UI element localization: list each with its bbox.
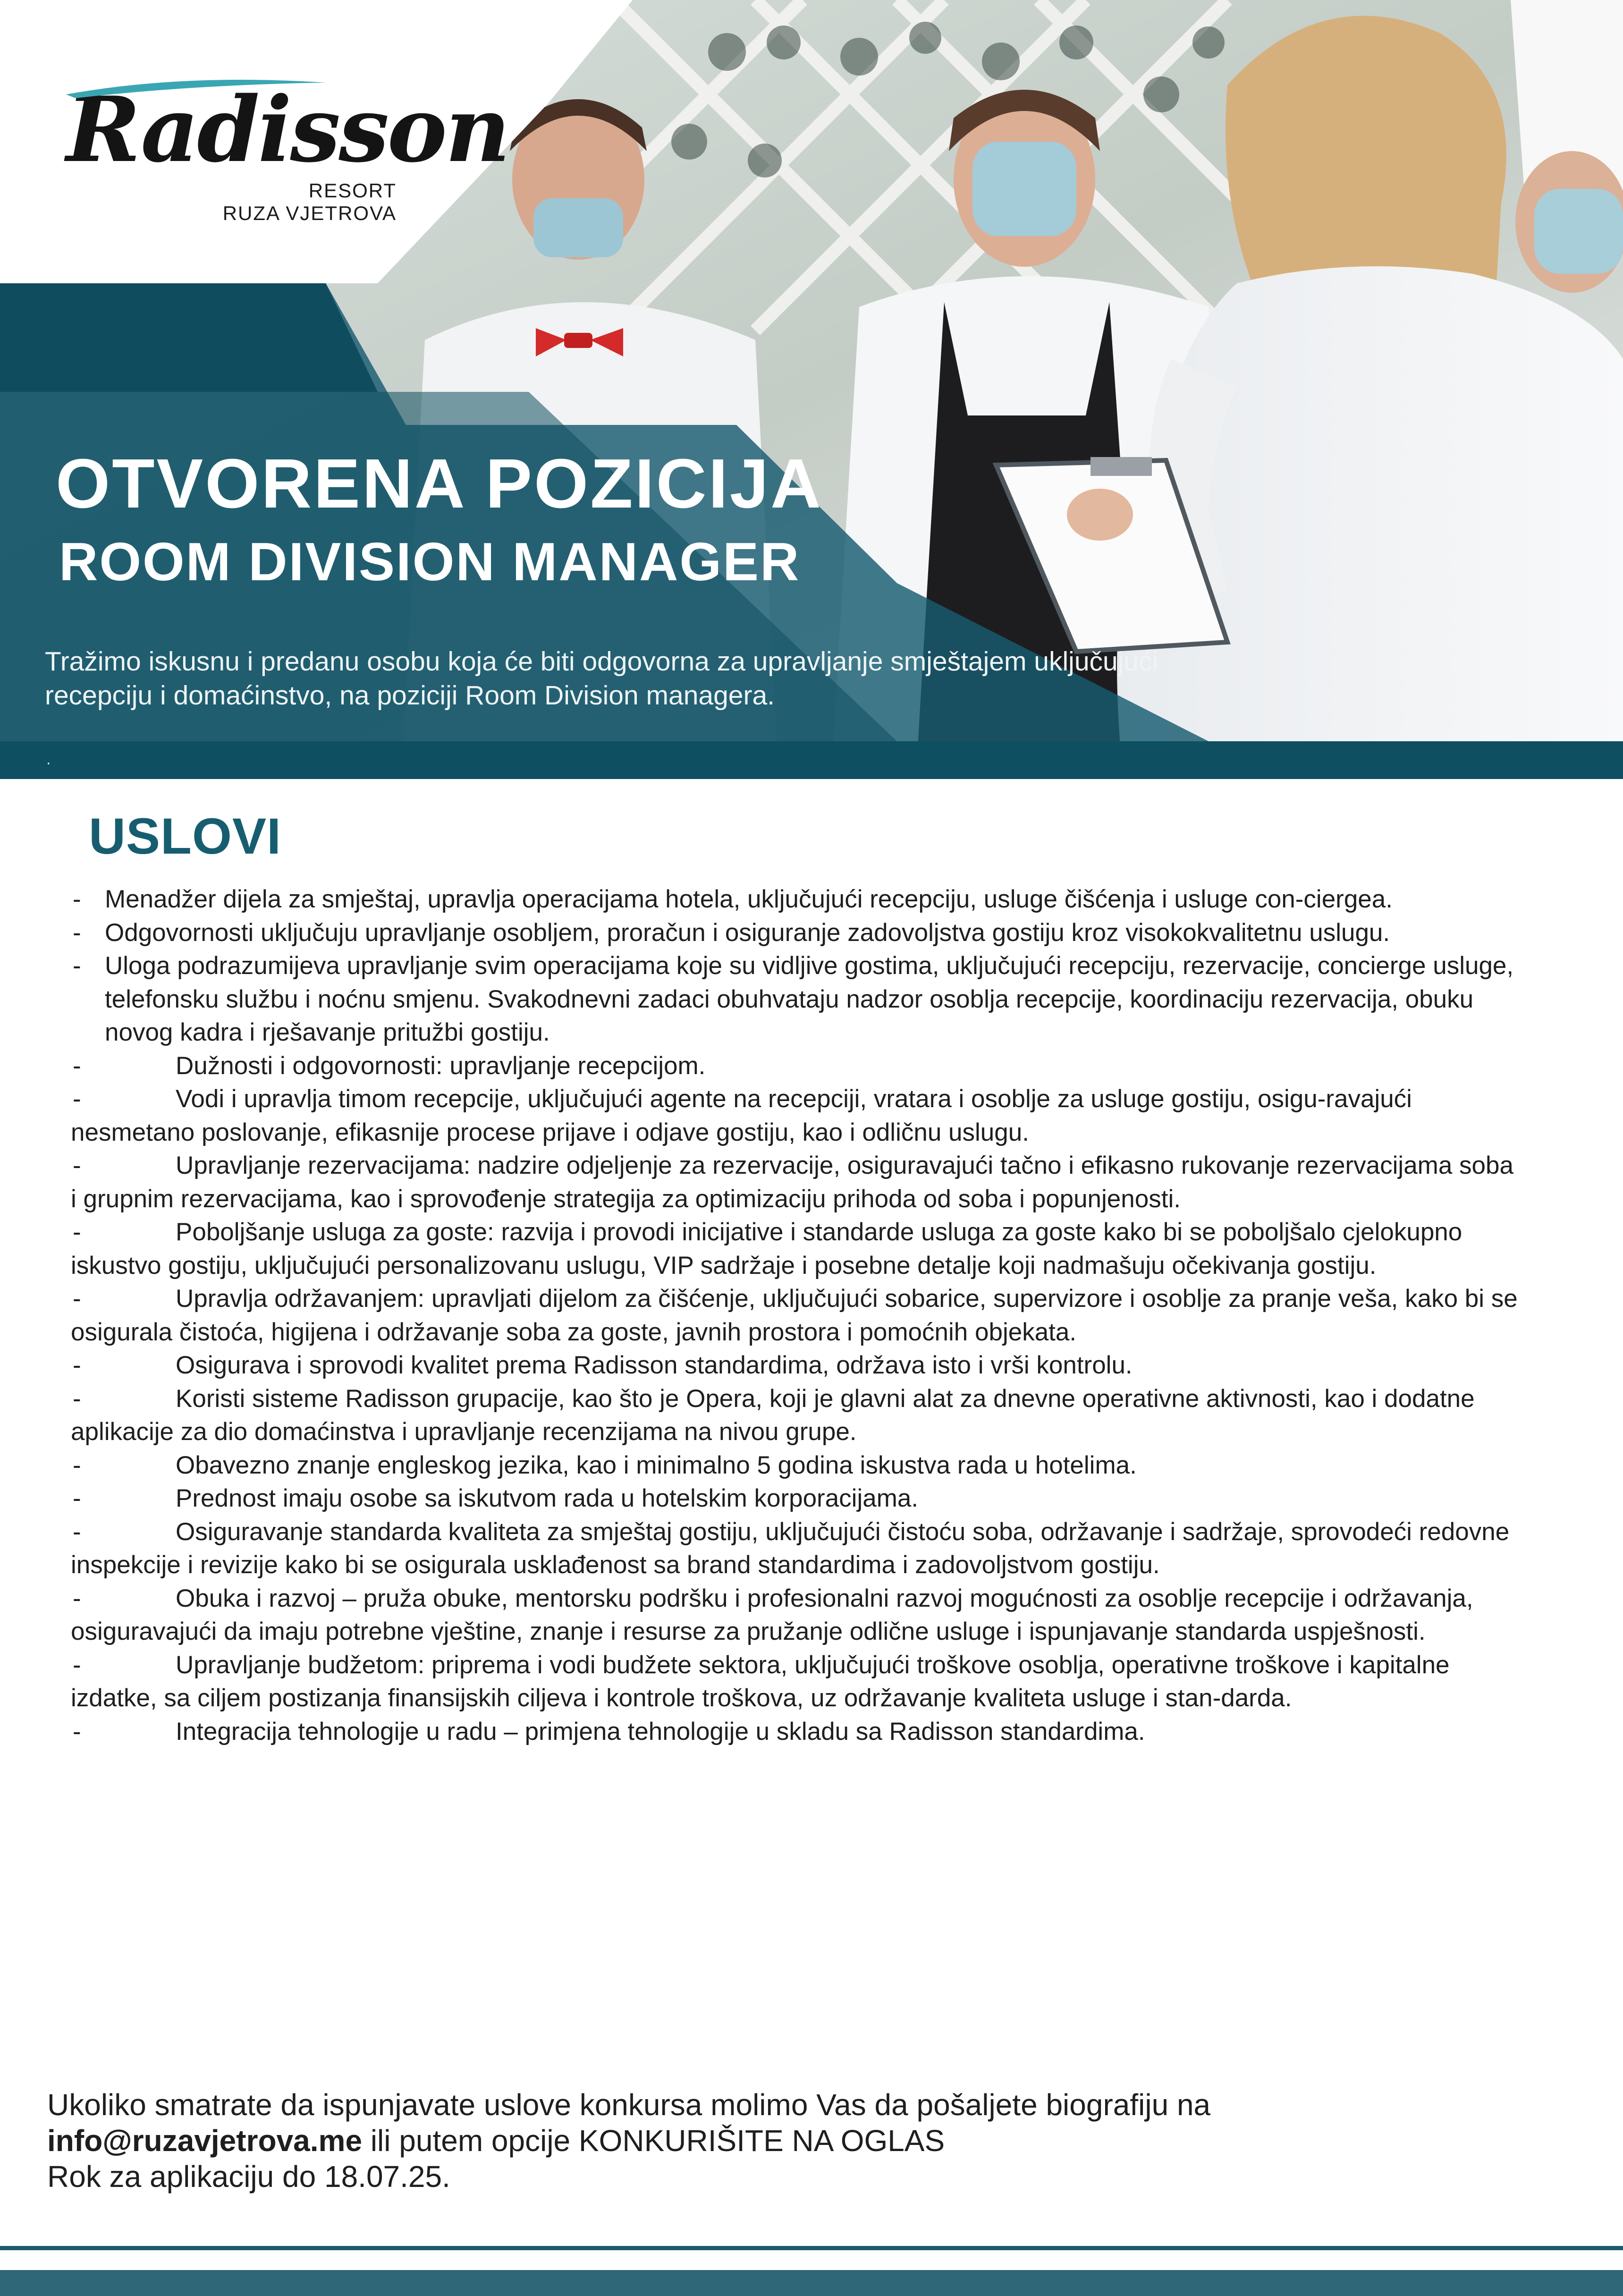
logo-property-label: RUZA VJETROVA: [222, 202, 397, 224]
logo-swoosh-icon: [66, 76, 326, 99]
requirement-item: - Osiguravanje standarda kvaliteta za smještaj gostiju, uključujući čistoću soba, održavanje i sadržaje, sprovodeći redovne inspekcije i revizije kako bi se osigurala usklađenost sa brand standardima i zadovoljstvom gostiju.: [71, 1516, 1525, 1582]
requirement-item: - Prednost imaju osobe sa iskutvom rada u hotelskim korporacijama.: [71, 1482, 1525, 1516]
application-instructions: Ukoliko smatrate da ispunjavate uslove konkursa molimo Vas da pošaljete biografiju na: [47, 2088, 1211, 2122]
requirement-item: - Upravljanje rezervacijama: nadzire odjeljenje za rezervacije, osiguravajući tačno i efikasno rukovanje rezervacijama soba i grupnim rezervacijama, kao i sprovođenje strategija za optimizaciju prihoda od soba i popunjenosti.: [71, 1149, 1525, 1216]
hero-dot: .: [46, 752, 51, 768]
hero-title: OTVORENA POZICIJA: [56, 445, 823, 523]
application-deadline: Rok za aplikaciju do 18.07.25.: [47, 2160, 450, 2194]
footer-divider: [0, 2246, 1623, 2250]
requirements-list: [71, 883, 1525, 1748]
requirement-item: - Upravljanje budžetom: priprema i vodi budžete sektora, uključujući troškove osoblja, operativne troškove i kapitalne izdatke, sa ciljem postizanja finansijskih ciljeva i kontrole troškova, uz održavanje kvaliteta usluge i stan-darda.: [71, 1649, 1525, 1715]
hero-banner: [0, 0, 1623, 779]
requirements-heading: USLOVI: [89, 807, 282, 864]
requirement-item: - Koristi sisteme Radisson grupacije, kao što je Opera, koji je glavni alat za dnevne operativne aktivnosti, kao i dodatne aplikacije za dio domaćinstva i upravljanje recenzijama na nivou grupe.: [71, 1382, 1525, 1449]
hero-position-title: ROOM DIVISION MANAGER: [59, 532, 801, 592]
application-option-text: ili putem opcije KONKURIŠITE NA OGLAS: [362, 2124, 945, 2158]
requirement-item: - Upravlja održavanjem: upravljati dijelom za čišćenje, uključujući sobarice, supervizore i osoblje za pranje veša, kako bi se osigurala čistoća, higijena i održavanje soba za goste, javnih prostora i pomoćnih objekata.: [71, 1282, 1525, 1349]
contact-email-link[interactable]: info@ruzavjetrova.me: [47, 2124, 363, 2158]
requirement-item: - Osigurava i sprovodi kvalitet prema Radisson standardima, održava isto i vrši kontrolu.: [71, 1349, 1525, 1382]
requirement-item: - Odgovornosti uključuju upravljanje osobljem, proračun i osiguranje zadovoljstva gostiju kroz visokokvalitetnu uslugu.: [71, 916, 1525, 950]
requirement-item: - Vodi i upravlja timom recepcije, uključujući agente na recepciji, vratara i osoblje za usluge gostiju, osigu-ravajući nesmetano poslovanje, efikasnije procese prijave i odjave gostiju, kao i odličnu uslugu.: [71, 1083, 1525, 1149]
requirement-item: - Obavezno znanje engleskog jezika, kao i minimalno 5 godina iskustva rada u hotelima.: [71, 1449, 1525, 1483]
logo-wordmark: Radisson: [66, 77, 509, 182]
requirement-item: - Integracija tehnologije u radu – primjena tehnologije u skladu sa Radisson standardima.: [71, 1715, 1525, 1749]
application-info: [47, 2087, 1558, 2194]
requirement-item: - Dužnosti i odgovornosti: upravljanje recepcijom.: [71, 1050, 1525, 1083]
requirement-item: - Poboljšanje usluga za goste: razvija i provodi inicijative i standarde usluga za goste kako bi se poboljšalo cjelokupno iskustvo gostiju, uključujući personalizovanu uslugu, VIP sadržaje i posebne detalje koji nadmašuju očekivanja gostiju.: [71, 1216, 1525, 1282]
footer-bar: [0, 2270, 1623, 2296]
application-contact-line: [47, 2123, 1558, 2159]
requirement-item: - Menadžer dijela za smještaj, upravlja operacijama hotela, uključujući recepciju, usluge čišćenja i usluge con-ciergea.: [71, 883, 1525, 916]
logo-resort-label: RESORT: [308, 179, 397, 202]
hero-intro-text: Tražimo iskusnu i predanu osobu koja će biti odgovorna za upravljanje smještajem uključujući recepciju i domaćinstvo, na poziciji Room Division managera.: [45, 646, 1158, 711]
radisson-logo: [66, 76, 509, 231]
requirement-item: - Obuka i razvoj – pruža obuke, mentorsku podršku i profesionalni razvoj mogućnosti za osoblje recepcije i održavanja, osiguravajući da imaju potrebne vještine, znanje i resurse za pružanje odlične usluge i ispunjavanje standarda uspješnosti.: [71, 1582, 1525, 1649]
requirement-item: - Uloga podrazumijeva upravljanje svim operacijama koje su vidljive gostima, uključujući recepciju, rezervacije, concierge usluge, telefonsku službu i noćnu smjenu. Svakodnevni zadaci obuhvataju nadzor osoblja recepcije, koordinaciju rezervacija, obuku novog kadra i rješavanje pritužbi gostiju.: [71, 949, 1525, 1050]
